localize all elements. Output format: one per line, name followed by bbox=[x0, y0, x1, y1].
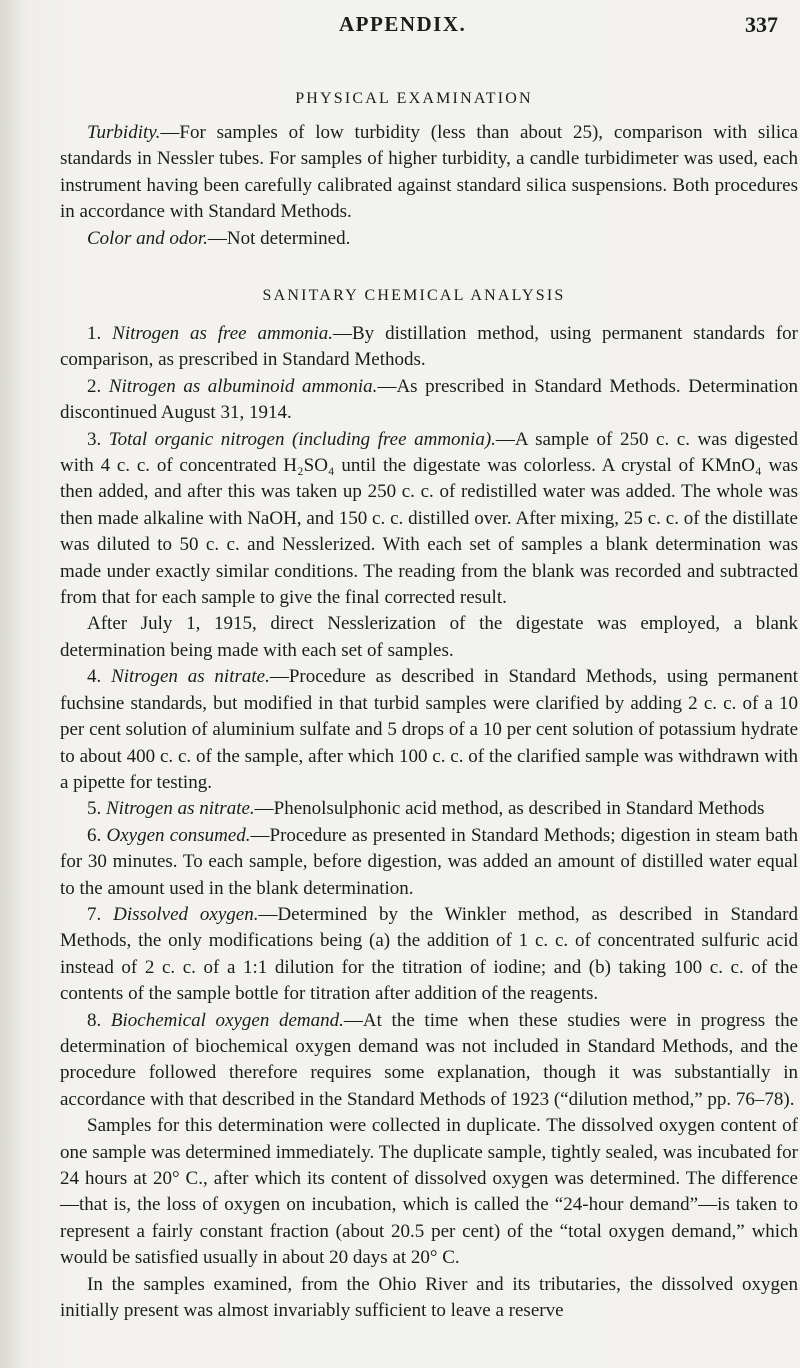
paragraph-lead: Total organic nitrogen (including free ammonia). bbox=[108, 428, 496, 450]
section-heading-sanitary-chemical-analysis: SANITARY CHEMICAL ANALYSIS bbox=[262, 287, 566, 304]
paragraph-text: —Determined by the Winkler method, as described in Standard Methods, the only modifications being (a) the addition of 1 c. c. of concentrated sulfuric acid instead of 2 c. c. of a 1:1 dilution for the titration of iodine; and (b) taking 100 c. c. of the contents of the sample bottle for titration after addition of the reagents. bbox=[60, 903, 799, 1005]
page-number: 337 bbox=[745, 12, 778, 37]
paragraph-text: After July 1, 1915, direct Nesslerization of the digestate was employed, a blank determination being made with each set of samples. bbox=[60, 613, 798, 661]
item-number: 5. bbox=[87, 798, 106, 820]
sanitary-analysis-body bbox=[60, 321, 798, 1324]
paragraph-text: —Phenolsulphonic acid method, as described in Standard Methods bbox=[254, 798, 765, 820]
paragraph-text: —A sample of 250 c. c. was digested with 4 c. c. of concentrated H₂SO₄ until the digestate was colorless. A crystal of KMnO₄ was then added, and after this was taken up 250 c. c. of redistilled water was added. The whole was then made alkaline with NaOH, and 150 c. c. distilled over. After mixing, 25 c. c. of the distillate was diluted to 50 c. c. and Nesslerized. With each set of samples a blank determination was made under exactly similar conditions. The reading from the blank was recorded and subtracted from that for each sample to give the final corrected result. bbox=[60, 428, 798, 609]
paragraph bbox=[60, 611, 798, 664]
section-heading-physical-examination: PHYSICAL EXAMINATION bbox=[295, 90, 533, 107]
paragraph bbox=[60, 374, 798, 427]
paragraph-text: —As prescribed in Standard Methods. Determination discontinued August 31, 1914. bbox=[60, 375, 798, 424]
paragraph-lead: Turbidity. bbox=[87, 122, 161, 143]
paragraph bbox=[60, 796, 798, 822]
physical-examination-body bbox=[60, 120, 798, 252]
paragraph bbox=[60, 1008, 798, 1114]
item-number: 6. bbox=[87, 824, 107, 846]
paragraph-lead: Oxygen consumed. bbox=[106, 824, 251, 846]
paragraph bbox=[60, 226, 798, 252]
page-edge-shadow bbox=[0, 0, 22, 1368]
item-number: 1. bbox=[87, 323, 113, 344]
paragraph-text: —For samples of low turbidity (less than about 25), comparison with silica standards in Nessler tubes. For samples of higher turbidity, a candle turbidimeter was used, each instrument having been carefully calibrated against standard silica suspensions. Both procedures in accordance with Standard Methods. bbox=[60, 122, 798, 223]
paragraph bbox=[60, 1113, 798, 1271]
paragraph bbox=[60, 664, 798, 796]
paragraph-text: Samples for this determination were collected in duplicate. The dissolved oxygen content of one sample was determined immediately. The duplicate sample, tightly sealed, was incubated for 24 hours at 20° C., after which its content of dissolved oxygen was determined. The difference—that is, the loss of oxygen on incubation, which is called the “24-hour demand”—is taken to represent a fairly constant fraction (about 20.5 per cent) of the “total oxygen demand,” which would be satisfied usually in about 20 days at 20° C. bbox=[60, 1115, 798, 1269]
item-number: 2. bbox=[87, 375, 109, 397]
paragraph bbox=[60, 427, 798, 612]
paragraph-lead: Nitrogen as nitrate. bbox=[111, 666, 270, 688]
paragraph-text: In the samples examined, from the Ohio River and its tributaries, the dissolved oxygen initially present was almost invariably sufficient to leave a reserve bbox=[60, 1273, 798, 1322]
paragraph-text: —Procedure as described in Standard Methods, using permanent fuchsine standards, but modified in that turbid samples were clarified by adding 2 c. c. of a 10 per cent solution of aluminium sulfate and 5 drops of a 10 per cent solution of potassium hydrate to about 400 c. c. of the sample, after which 100 c. c. of the clarified sample was withdrawn with a pipette for testing. bbox=[60, 666, 798, 793]
item-number: 8. bbox=[87, 1009, 111, 1031]
paragraph-text: —At the time when these studies were in progress the determination of biochemical oxygen demand was not included in Standard Methods, and the procedure followed therefore requires some explanation, though it was substantially in accordance with that described in the Standard Methods of 1923 (“dilution method,” pp. 76–78). bbox=[60, 1009, 799, 1110]
page-header bbox=[0, 10, 800, 40]
item-number: 7. bbox=[87, 903, 114, 925]
paragraph bbox=[60, 823, 798, 902]
paragraph-lead: Nitrogen as nitrate. bbox=[106, 798, 255, 820]
running-head: APPENDIX. bbox=[339, 12, 467, 36]
paragraph-text: —Not determined. bbox=[207, 227, 351, 249]
paragraph-lead: Nitrogen as free ammonia. bbox=[112, 323, 333, 344]
paragraph bbox=[60, 120, 798, 226]
paragraph-lead: Dissolved oxygen. bbox=[113, 903, 259, 925]
paragraph bbox=[60, 902, 798, 1008]
item-number: 3. bbox=[87, 428, 109, 450]
paragraph-lead: Nitrogen as albuminoid ammonia. bbox=[108, 375, 378, 397]
paragraph-lead: Color and odor. bbox=[87, 227, 208, 249]
item-number: 4. bbox=[87, 666, 112, 688]
paragraph bbox=[60, 1272, 798, 1325]
paragraph bbox=[60, 321, 798, 374]
paragraph-lead: Biochemical oxygen demand. bbox=[110, 1009, 344, 1031]
paragraph-text: —Procedure as presented in Standard Methods; digestion in steam bath for 30 minutes. To each sample, before digestion, was added an amount of distilled water equal to the amount used in the blank determination. bbox=[60, 824, 799, 899]
paragraph-text: —By distillation method, using permanent standards for comparison, as prescribed in Standard Methods. bbox=[60, 323, 798, 371]
